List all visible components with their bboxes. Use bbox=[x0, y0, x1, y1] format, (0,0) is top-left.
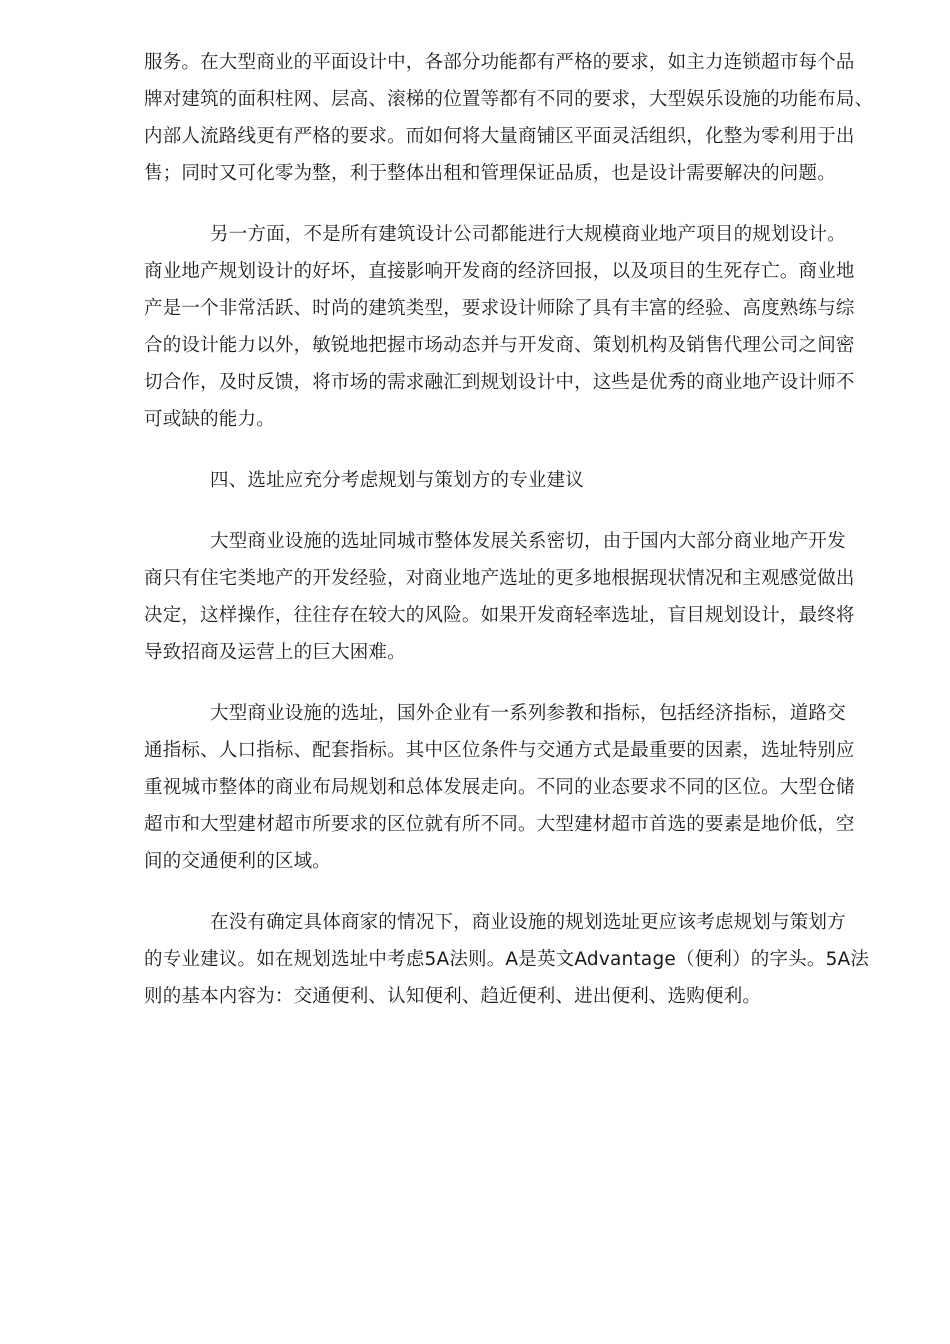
text-line: 的专业建议。如在规划选址中考虑5A法则。A是英文Advantage（便利）的字头。5A法 bbox=[144, 949, 870, 970]
text-line: 通指标、人口指标、配套指标。其中区位条件与交通方式是最重要的因素，选址特别应 bbox=[144, 740, 855, 761]
paragraph-design-firms bbox=[144, 216, 872, 438]
text-line: 大型商业设施的选址同城市整体发展关系密切，由于国内大部分商业地产开发 bbox=[210, 531, 846, 552]
text-line: 售；同时又可化零为整，利于整体出租和管理保证品质，也是设计需要解决的问题。 bbox=[144, 163, 836, 184]
heading-text: 四、选址应充分考虑规划与策划方的专业建议 bbox=[210, 470, 585, 491]
text-line: 超市和大型建材超市所要求的区位就有所不同。大型建材超市首选的要素是地价低，空 bbox=[144, 814, 855, 835]
paragraph-design-requirements bbox=[144, 44, 872, 192]
text-line: 大型商业设施的选址，国外企业有一系列参教和指标，包括经济指标，道路交 bbox=[210, 703, 846, 724]
text-line: 间的交通便利的区域。 bbox=[144, 851, 332, 872]
text-line: 重视城市整体的商业布局规划和总体发展走向。不同的业态要求不同的区位。大型仓储 bbox=[144, 777, 855, 798]
text-line: 决定，这样操作，往往存在较大的风险。如果开发商轻率选址，盲目规划设计，最终将 bbox=[144, 605, 855, 626]
text-line: 在没有确定具体商家的情况下，商业设施的规划选址更应该考虑规划与策划方 bbox=[210, 912, 846, 933]
text-line: 可或缺的能力。 bbox=[144, 409, 275, 430]
text-line: 另一方面，不是所有建筑设计公司都能进行大规模商业地产项目的规划设计。 bbox=[210, 224, 846, 245]
text-line: 服务。在大型商业的平面设计中，各部分功能都有严格的要求，如主力连锁超市每个品 bbox=[144, 52, 855, 73]
text-line: 商只有住宅类地产的开发经验，对商业地产选址的更多地根据现状情况和主观感觉做出 bbox=[144, 568, 855, 589]
text-line: 导致招商及运营上的巨大困难。 bbox=[144, 642, 406, 663]
paragraph-site-indicators bbox=[144, 695, 872, 880]
text-line: 商业地产规划设计的好坏，直接影响开发商的经济回报，以及项目的生死存亡。商业地 bbox=[144, 261, 855, 282]
section-heading bbox=[144, 462, 872, 499]
paragraph-5a-rule bbox=[144, 904, 872, 1015]
text-line: 内部人流路线更有严格的要求。而如何将大量商铺区平面灵活组织，化整为零利用于出 bbox=[144, 126, 855, 147]
document-page bbox=[144, 44, 872, 1015]
text-line: 则的基本内容为：交通便利、认知便利、趋近便利、进出便利、选购便利。 bbox=[144, 986, 762, 1007]
text-line: 产是一个非常活跃、时尚的建筑类型，要求设计师除了具有丰富的经验、高度熟练与综 bbox=[144, 298, 855, 319]
text-line: 牌对建筑的面积柱网、层高、滚梯的位置等都有不同的要求，大型娱乐设施的功能布局、 bbox=[144, 89, 874, 110]
text-line: 合的设计能力以外，敏锐地把握市场动态并与开发商、策划机构及销售代理公司之间密 bbox=[144, 335, 855, 356]
text-line: 切合作，及时反馈，将市场的需求融汇到规划设计中，这些是优秀的商业地产设计师不 bbox=[144, 372, 855, 393]
paragraph-site-selection-risk bbox=[144, 523, 872, 671]
